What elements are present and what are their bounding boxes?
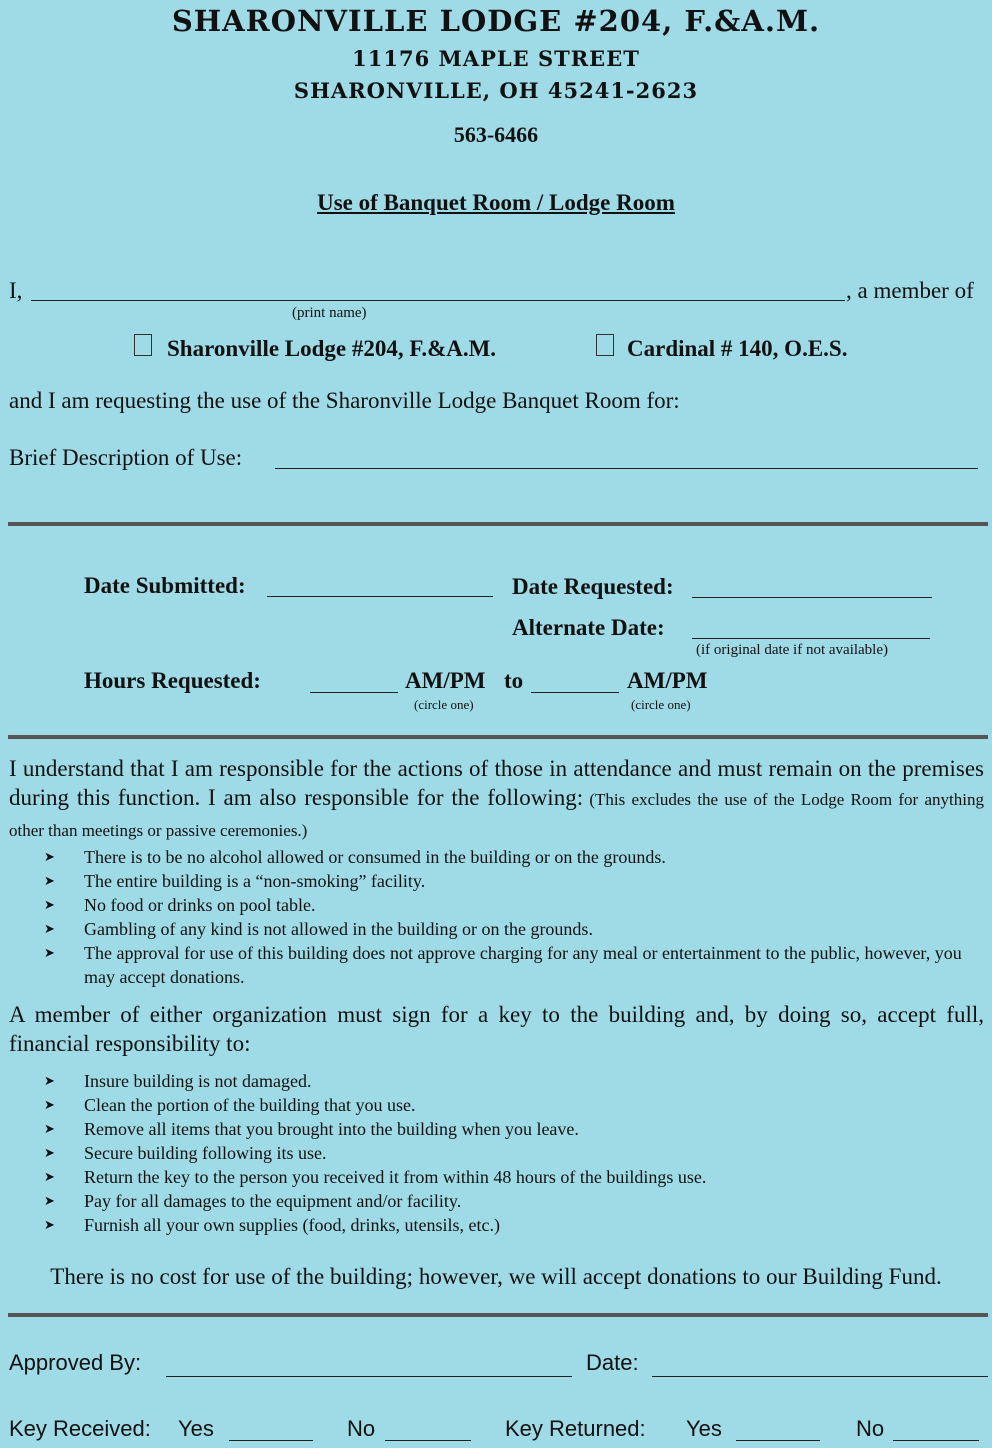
arrowhead-bullet-icon: ➤ — [44, 1121, 55, 1136]
list-item: ➤ The approval for use of this building does not approve charging for any meal or entertainment to the public, however, you may accept donations. — [44, 943, 962, 987]
duties-list — [44, 1069, 706, 1237]
city-address: SHARONVILLE, OH 45241-2623 — [293, 78, 699, 103]
section-divider — [8, 735, 988, 739]
approved-by-label: Approved By: — [9, 1350, 142, 1375]
arrowhead-bullet-icon: ➤ — [44, 1217, 55, 1232]
responsibility-intro: I understand that I am responsible for the actions of those in attendance and must remain on the premises during this function. I am also responsible for the following: (This excludes the use of the Lodge Room for anything other than meetings or passive ceremonies.) — [9, 756, 984, 840]
list-item: ➤ There is to be no alcohol allowed or consumed in the building or on the grounds. — [44, 847, 666, 867]
key-intro: A member of either organization must sign for a key to the building and, by doing so, accept full, financial responsibility to: — [9, 1002, 984, 1056]
approval-date-label: Date: — [586, 1350, 639, 1375]
date-requested-field[interactable] — [692, 597, 932, 598]
list-item: ➤ The entire building is a “non-smoking” facility. — [44, 871, 426, 891]
start-ampm[interactable]: AM/PM — [405, 668, 486, 693]
key-received-no-label: No — [347, 1416, 376, 1441]
alternate-date-label: Alternate Date: — [512, 615, 665, 640]
member-prefix: I, — [9, 278, 23, 303]
list-item: ➤ Secure building following its use. — [44, 1143, 327, 1163]
key-received-label: Key Received: — [9, 1416, 151, 1441]
section-divider — [8, 1313, 988, 1317]
arrowhead-bullet-icon: ➤ — [44, 897, 55, 912]
key-returned-yes-field[interactable] — [736, 1440, 820, 1441]
arrowhead-bullet-icon: ➤ — [44, 873, 55, 888]
request-text: and I am requesting the use of the Sharonville Lodge Banquet Room for: — [9, 388, 680, 413]
list-item: ➤ Return the key to the person you received it from within 48 hours of the buildings use. — [44, 1167, 707, 1187]
circle-hint-1: (circle one) — [414, 697, 474, 712]
key-returned-yes-label: Yes — [686, 1416, 722, 1441]
list-item: ➤ No food or drinks on pool table. — [44, 895, 316, 915]
arrowhead-bullet-icon: ➤ — [44, 1097, 55, 1112]
arrowhead-bullet-icon: ➤ — [44, 1169, 55, 1184]
lodge-option-label: Sharonville Lodge #204, F.&A.M. — [167, 336, 497, 361]
description-label: Brief Description of Use: — [9, 445, 243, 470]
arrowhead-bullet-icon: ➤ — [44, 945, 55, 960]
date-submitted-label: Date Submitted: — [84, 573, 246, 598]
list-item: ➤ Gambling of any kind is not allowed in the building or on the grounds. — [44, 919, 593, 939]
lodge-checkbox[interactable] — [134, 334, 152, 356]
arrowhead-bullet-icon: ➤ — [44, 1145, 55, 1160]
approval-date-field[interactable] — [652, 1376, 988, 1377]
alternate-date-hint: (if original date if not available) — [696, 642, 889, 658]
description-field[interactable] — [275, 468, 978, 469]
cost-note: There is no cost for use of the building; however, we will accept donations to our Building Fund. — [50, 1264, 942, 1289]
approved-by-field[interactable] — [166, 1376, 572, 1377]
oes-option-label: Cardinal # 140, O.E.S. — [627, 336, 848, 361]
print-name-hint: (print name) — [292, 305, 367, 321]
list-item: ➤ Furnish all your own supplies (food, drinks, utensils, etc.) — [44, 1215, 500, 1235]
section-divider — [8, 522, 988, 526]
phone-number: 563-6466 — [453, 122, 539, 147]
circle-hint-2: (circle one) — [631, 697, 691, 712]
alternate-date-field[interactable] — [692, 638, 930, 639]
list-item: ➤ Clean the portion of the building that you use. — [44, 1095, 416, 1115]
arrowhead-bullet-icon: ➤ — [44, 921, 55, 936]
date-submitted-field[interactable] — [267, 596, 493, 597]
print-name-field[interactable] — [31, 300, 845, 301]
key-returned-no-label: No — [856, 1416, 885, 1441]
oes-checkbox[interactable] — [596, 334, 614, 356]
hours-to: to — [504, 668, 524, 693]
key-received-yes-field[interactable] — [229, 1440, 313, 1441]
street-address: 11176 MAPLE STREET — [352, 46, 640, 71]
rules-list — [44, 845, 984, 989]
arrowhead-bullet-icon: ➤ — [44, 1193, 55, 1208]
list-item: ➤ Insure building is not damaged. — [44, 1071, 312, 1091]
key-received-yes-label: Yes — [178, 1416, 214, 1441]
form-title: Use of Banquet Room / Lodge Room — [317, 190, 675, 215]
key-received-no-field[interactable] — [385, 1440, 471, 1441]
key-returned-no-field[interactable] — [893, 1440, 979, 1441]
end-hour-field[interactable] — [531, 692, 619, 693]
list-item: ➤ Pay for all damages to the equipment and/or facility. — [44, 1191, 462, 1211]
date-requested-label: Date Requested: — [512, 574, 674, 599]
start-hour-field[interactable] — [310, 692, 398, 693]
key-returned-label: Key Returned: — [505, 1416, 646, 1441]
arrowhead-bullet-icon: ➤ — [44, 849, 55, 864]
arrowhead-bullet-icon: ➤ — [44, 1073, 55, 1088]
end-ampm[interactable]: AM/PM — [627, 668, 708, 693]
list-item: ➤ Remove all items that you brought into the building when you leave. — [44, 1119, 579, 1139]
member-suffix: , a member of — [846, 278, 974, 303]
hours-label: Hours Requested: — [84, 668, 261, 693]
lodge-name: SHARONVILLE LODGE #204, F.&A.M. — [171, 4, 821, 38]
